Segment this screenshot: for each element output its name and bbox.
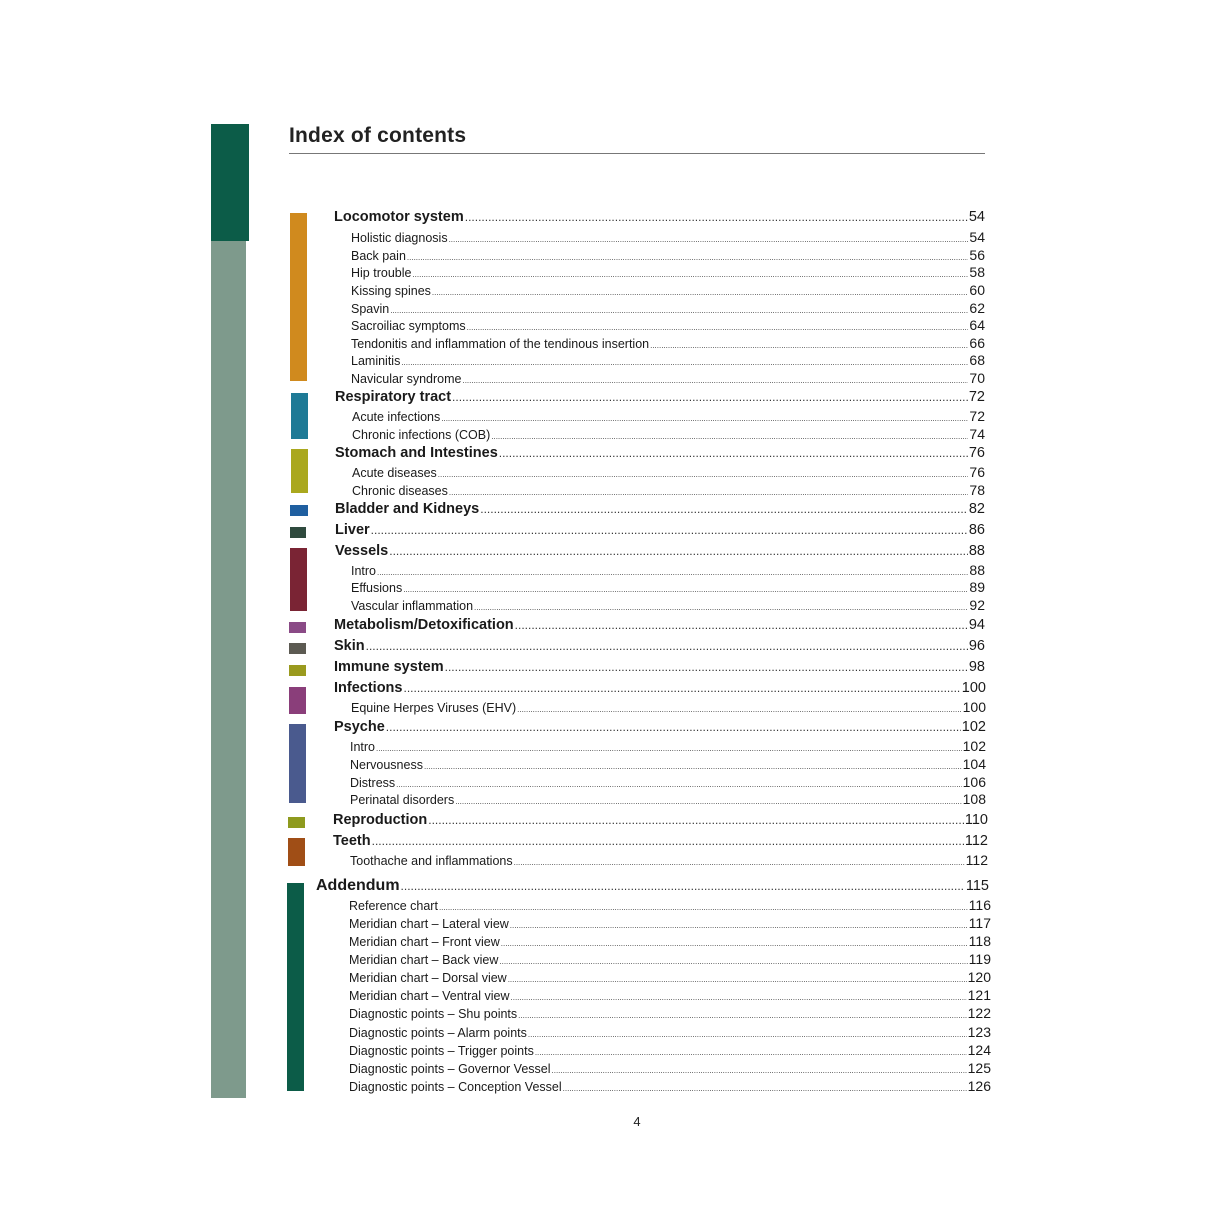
- toc-subentry[interactable]: [351, 300, 985, 318]
- dot-leader: [449, 235, 969, 244]
- toc-subentry[interactable]: [351, 562, 985, 580]
- toc-entry-immune-label: Immune system: [334, 659, 444, 675]
- dot-leader: [377, 568, 968, 577]
- toc-subentry-label: Acute diseases: [352, 466, 437, 480]
- dot-leader: [508, 975, 967, 984]
- toc-subentry-page: 102: [962, 738, 986, 754]
- toc-entry-metabolism-page: 94: [968, 617, 985, 633]
- swatch-vessels: [290, 548, 307, 611]
- dot-leader: [462, 376, 968, 385]
- toc-subentry-page: 100: [962, 699, 986, 715]
- toc-entry-bladder-label: Bladder and Kidneys: [335, 501, 480, 517]
- toc-subentry[interactable]: [350, 756, 986, 774]
- toc-subentry-label: Chronic infections (COB): [352, 428, 491, 442]
- dot-leader: [449, 488, 969, 497]
- toc-subentry-page: 104: [962, 756, 986, 772]
- dot-leader: [366, 639, 968, 653]
- dot-leader: [439, 903, 968, 912]
- swatch-psyche: [289, 724, 306, 803]
- toc-subentry[interactable]: [351, 699, 986, 717]
- toc-entry-metabolism-label: Metabolism/Detoxification: [334, 617, 514, 633]
- toc-subentry[interactable]: [351, 335, 985, 353]
- dot-leader: [514, 858, 965, 867]
- swatch-respiratory: [291, 393, 308, 439]
- toc-entry-psyche-page: 102: [961, 719, 986, 735]
- toc-subentry-label: Perinatal disorders: [350, 793, 455, 807]
- dot-leader: [465, 210, 968, 224]
- toc-subentry-page: 58: [969, 264, 985, 280]
- dot-leader: [499, 446, 968, 460]
- toc-subentry-label: Hip trouble: [351, 266, 412, 280]
- toc-entry-stomach-page: 76: [968, 445, 985, 461]
- toc-subentry-label: Acute infections: [352, 410, 441, 424]
- toc-subentry-page: 121: [967, 987, 991, 1003]
- toc-subentry-page: 89: [969, 579, 985, 595]
- toc-subentry-label: Intro: [351, 564, 377, 578]
- toc-subentry-label: Navicular syndrome: [351, 372, 462, 386]
- dot-leader: [396, 780, 961, 789]
- toc-entry-teeth[interactable]: [333, 833, 988, 853]
- toc-entry-immune-page: 98: [968, 659, 985, 675]
- dot-leader: [511, 993, 967, 1002]
- dot-leader: [390, 306, 968, 315]
- toc-subentry-page: 62: [969, 300, 985, 316]
- toc-subentry[interactable]: [351, 317, 985, 335]
- dot-leader: [499, 957, 967, 966]
- toc-subentry-page: 108: [962, 791, 986, 807]
- dot-leader: [474, 603, 968, 612]
- toc-subentry-page: 78: [969, 482, 985, 498]
- toc-subentry-label: Meridian chart – Dorsal view: [349, 971, 507, 985]
- toc-entry-psyche-label: Psyche: [334, 719, 385, 735]
- toc-subentry-label: Tendonitis and inflammation of the tendinous insertion: [351, 337, 650, 351]
- toc-subentry-page: 124: [967, 1042, 991, 1058]
- toc-subentry[interactable]: [349, 933, 991, 951]
- toc-entry-teeth-label: Teeth: [333, 833, 371, 849]
- dot-leader: [563, 1084, 967, 1093]
- toc-subentry[interactable]: [350, 738, 986, 756]
- toc-subentry[interactable]: [349, 951, 991, 969]
- toc-entry-liver-page: 86: [968, 522, 985, 538]
- toc-subentry[interactable]: [351, 370, 985, 388]
- dot-leader: [467, 323, 969, 332]
- toc-subentry[interactable]: [349, 1042, 991, 1060]
- toc-subentry-label: Equine Herpes Viruses (EHV): [351, 701, 517, 715]
- toc-subentry[interactable]: [352, 464, 985, 482]
- toc-entry-skin[interactable]: [334, 638, 985, 658]
- toc-entry-bladder[interactable]: [335, 501, 985, 521]
- swatch-teeth: [288, 838, 305, 866]
- dot-leader: [389, 544, 968, 558]
- dot-leader: [441, 414, 968, 423]
- toc-subentry-label: Meridian chart – Ventral view: [349, 989, 510, 1003]
- toc-subentry-label: Diagnostic points – Shu points: [349, 1007, 518, 1021]
- toc-entry-bladder-page: 82: [968, 501, 985, 517]
- toc-subentry-page: 106: [962, 774, 986, 790]
- toc-subentry-label: Chronic diseases: [352, 484, 448, 498]
- toc-subentry[interactable]: [349, 1078, 991, 1096]
- toc-entry-vessels[interactable]: [335, 543, 985, 563]
- toc-subentry-label: Meridian chart – Back view: [349, 953, 499, 967]
- toc-subentry-label: Diagnostic points – Governor Vessel: [349, 1062, 551, 1076]
- toc-subentry-label: Effusions: [351, 581, 403, 595]
- toc-subentry-label: Meridian chart – Lateral view: [349, 917, 509, 931]
- toc-subentry-page: 66: [969, 335, 985, 351]
- toc-subentry-page: 117: [968, 915, 991, 931]
- swatch-infections: [289, 687, 306, 714]
- toc-subentry[interactable]: [349, 1005, 991, 1023]
- dot-leader: [518, 1011, 966, 1020]
- swatch-addendum: [287, 883, 304, 1091]
- dot-leader: [424, 762, 962, 771]
- toc-subentry-page: 122: [967, 1005, 991, 1021]
- toc-entry-liver-label: Liver: [335, 522, 370, 538]
- toc-entry-vessels-label: Vessels: [335, 543, 389, 559]
- toc-entry-addendum[interactable]: [316, 877, 989, 897]
- dot-leader: [403, 585, 968, 594]
- swatch-locomotor: [290, 213, 307, 381]
- toc-subentry-page: 88: [969, 562, 985, 578]
- dot-leader: [491, 432, 968, 441]
- page-title: Index of contents: [289, 124, 467, 147]
- toc-entry-infections-label: Infections: [334, 680, 403, 696]
- toc-subentry[interactable]: [350, 791, 986, 809]
- swatch-reproduction: [288, 817, 305, 828]
- dot-leader: [438, 470, 969, 479]
- toc-entry-addendum-label: Addendum: [316, 877, 400, 894]
- toc-subentry-page: 112: [965, 852, 988, 868]
- toc-subentry-page: 60: [969, 282, 985, 298]
- toc-entry-locomotor-label: Locomotor system: [334, 209, 464, 225]
- swatch-skin: [289, 643, 306, 654]
- toc-subentry-page: 119: [968, 951, 991, 967]
- toc-subentry-page: 70: [969, 370, 985, 386]
- toc-entry-metabolism[interactable]: [334, 617, 985, 637]
- toc-subentry-label: Reference chart: [349, 899, 438, 913]
- toc-entry-infections[interactable]: [334, 680, 986, 700]
- toc-subentry-page: 125: [967, 1060, 991, 1076]
- toc-entry-locomotor[interactable]: [334, 209, 985, 229]
- swatch-immune: [289, 665, 306, 676]
- toc-subentry-page: 54: [969, 229, 985, 245]
- toc-subentry-label: Distress: [350, 776, 396, 790]
- toc-subentry-label: Vascular inflammation: [351, 599, 474, 613]
- toc-subentry[interactable]: [351, 282, 985, 300]
- dot-leader: [501, 939, 968, 948]
- toc-entry-respiratory-page: 72: [968, 389, 985, 405]
- dot-leader: [403, 681, 960, 695]
- dot-leader: [432, 288, 969, 297]
- dot-leader: [445, 660, 968, 674]
- toc-subentry[interactable]: [349, 915, 991, 933]
- toc-subentry-page: 126: [967, 1078, 991, 1094]
- toc-subentry[interactable]: [351, 579, 985, 597]
- toc-entry-stomach[interactable]: [335, 445, 985, 465]
- toc-subentry-label: Intro: [350, 740, 376, 754]
- dot-leader: [515, 618, 968, 632]
- toc-subentry-page: 118: [968, 933, 991, 949]
- toc-entry-liver[interactable]: [335, 522, 985, 542]
- dot-leader: [452, 390, 968, 404]
- toc-subentry[interactable]: [351, 597, 985, 615]
- toc-subentry-page: 56: [969, 247, 985, 263]
- toc-subentry-label: Nervousness: [350, 758, 423, 772]
- toc-subentry-label: Diagnostic points – Trigger points: [349, 1044, 534, 1058]
- toc-subentry[interactable]: [349, 969, 991, 987]
- toc-subentry-page: 120: [967, 969, 991, 985]
- toc-subentry[interactable]: [349, 987, 991, 1005]
- toc-subentry-label: Spavin: [351, 302, 390, 316]
- dot-leader: [517, 705, 962, 714]
- toc-subentry[interactable]: [351, 264, 985, 282]
- toc-subentry-label: Diagnostic points – Alarm points: [349, 1026, 527, 1040]
- dot-leader: [535, 1048, 967, 1057]
- swatch-liver: [290, 527, 306, 538]
- toc-entry-psyche[interactable]: [334, 719, 986, 739]
- dot-leader: [401, 358, 968, 367]
- toc-subentry[interactable]: [352, 426, 985, 444]
- dot-leader: [650, 341, 968, 350]
- dot-leader: [455, 797, 961, 806]
- dot-leader: [412, 270, 968, 279]
- toc-entry-teeth-page: 112: [964, 833, 988, 849]
- toc-entry-respiratory[interactable]: [335, 389, 985, 409]
- toc-subentry-page: 92: [969, 597, 985, 613]
- toc-subentry[interactable]: [351, 352, 985, 370]
- toc-entry-reproduction[interactable]: [333, 812, 988, 832]
- toc-subentry-label: Laminitis: [351, 354, 401, 368]
- toc-entry-reproduction-page: 110: [964, 812, 988, 828]
- dot-leader: [372, 834, 964, 848]
- toc-entry-skin-page: 96: [968, 638, 985, 654]
- toc-subentry-label: Sacroiliac symptoms: [351, 319, 466, 333]
- toc-subentry-page: 76: [969, 464, 985, 480]
- dot-leader: [401, 879, 965, 893]
- toc-subentry-label: Holistic diagnosis: [351, 231, 448, 245]
- dot-leader: [376, 744, 962, 753]
- toc-subentry-page: 123: [967, 1024, 991, 1040]
- toc-subentry-label: Back pain: [351, 249, 406, 263]
- toc-entry-skin-label: Skin: [334, 638, 365, 654]
- toc-subentry[interactable]: [350, 852, 988, 870]
- swatch-bladder: [290, 505, 308, 516]
- dot-leader: [510, 921, 968, 930]
- toc-subentry-page: 72: [969, 408, 985, 424]
- dot-leader: [528, 1030, 967, 1039]
- dot-leader: [407, 253, 969, 262]
- toc-subentry[interactable]: [349, 1060, 991, 1078]
- toc-subentry-label: Toothache and inflammations: [350, 854, 513, 868]
- toc-subentry[interactable]: [351, 247, 985, 265]
- toc-entry-respiratory-label: Respiratory tract: [335, 389, 452, 405]
- dot-leader: [480, 502, 968, 516]
- toc-subentry-page: 116: [968, 897, 991, 913]
- toc-subentry[interactable]: [349, 1024, 991, 1042]
- dot-leader: [428, 813, 964, 827]
- toc-subentry[interactable]: [351, 229, 985, 247]
- toc-entry-reproduction-label: Reproduction: [333, 812, 428, 828]
- dot-leader: [371, 523, 968, 537]
- toc-subentry-page: 64: [969, 317, 985, 333]
- toc-subentry-label: Meridian chart – Front view: [349, 935, 500, 949]
- toc-entry-immune[interactable]: [334, 659, 985, 679]
- toc-subentry-label: Diagnostic points – Conception Vessel: [349, 1080, 562, 1094]
- toc-subentry[interactable]: [350, 774, 986, 792]
- toc-entry-vessels-page: 88: [968, 543, 985, 559]
- toc-entry-infections-page: 100: [961, 680, 986, 696]
- page-number: 4: [633, 1114, 641, 1129]
- toc-subentry-page: 68: [969, 352, 985, 368]
- swatch-stomach: [291, 449, 308, 493]
- toc-subentry[interactable]: [349, 897, 991, 915]
- toc-entry-stomach-label: Stomach and Intestines: [335, 445, 498, 461]
- toc-subentry[interactable]: [352, 408, 985, 426]
- toc-entry-addendum-page: 115: [965, 878, 989, 894]
- dot-leader: [552, 1066, 967, 1075]
- toc-subentry[interactable]: [352, 482, 985, 500]
- toc-entry-locomotor-page: 54: [968, 209, 985, 225]
- toc-subentry-label: Kissing spines: [351, 284, 431, 298]
- dot-leader: [386, 720, 961, 734]
- swatch-metabolism: [289, 622, 306, 633]
- toc-subentry-page: 74: [969, 426, 985, 442]
